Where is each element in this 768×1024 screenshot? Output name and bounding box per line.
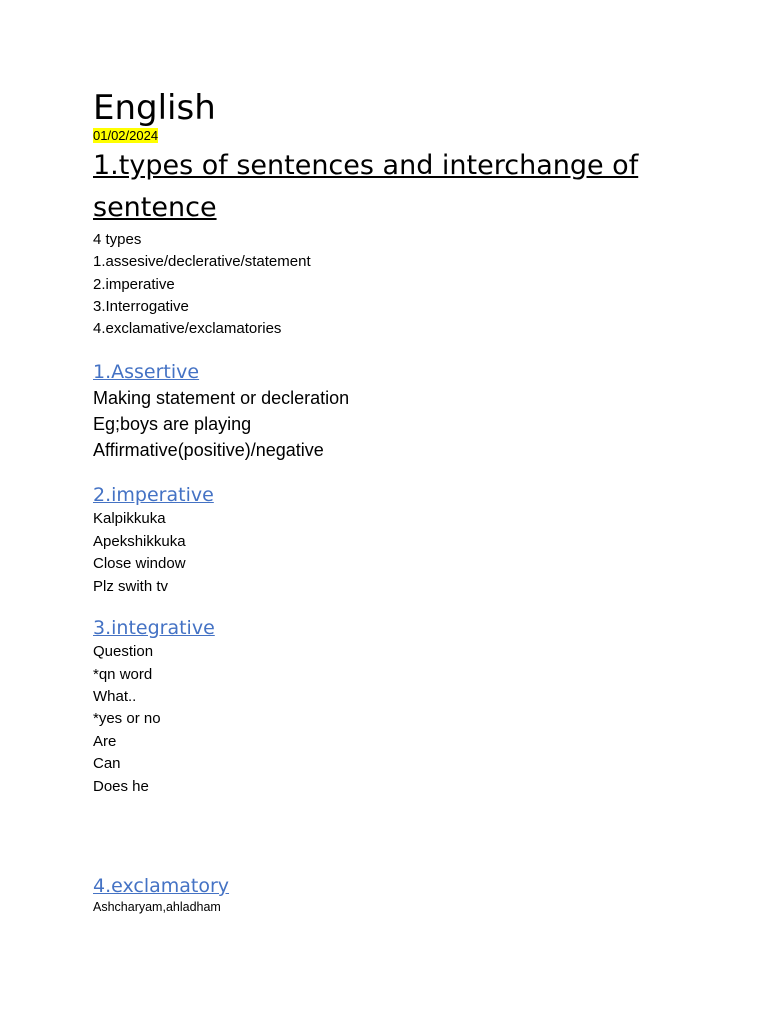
section-heading-integrative: 3.integrative [93, 617, 215, 640]
text-line: Question [93, 643, 154, 661]
text-line: Eg;boys are playing [93, 414, 252, 435]
assertive-lines [93, 385, 693, 463]
text-line: Plz swith tv [93, 577, 169, 595]
main-heading-line-2: sentence [93, 192, 217, 223]
text-line: Does he [93, 777, 149, 795]
text-line: What.. [93, 687, 137, 705]
document-page [93, 86, 693, 915]
overview-item: 3.Interrogative [93, 297, 189, 315]
imperative-lines [93, 508, 693, 598]
main-heading [93, 145, 693, 229]
text-line: Kalpikkuka [93, 510, 166, 528]
integrative-lines [93, 641, 693, 798]
text-line: Close window [93, 555, 186, 573]
text-line: *qn word [93, 665, 153, 683]
overview-item: 1.assesive/declerative/statement [93, 253, 311, 271]
section-heading-exclamatory: 4.exclamatory [93, 874, 230, 897]
section-heading-imperative: 2.imperative [93, 484, 214, 507]
text-line: *yes or no [93, 710, 161, 728]
text-line: Can [93, 755, 121, 773]
main-heading-line-1: 1.types of sentences and interchange of [93, 150, 639, 181]
exclamatory-lines [93, 899, 693, 915]
overview-item: 2.imperative [93, 275, 175, 293]
date-highlight: 01/02/2024 [93, 128, 159, 143]
text-line: Making statement or decleration [93, 388, 350, 409]
section-heading-assertive: 1.Assertive [93, 361, 200, 384]
overview-list [93, 229, 693, 340]
document-title: English [93, 88, 216, 128]
text-line: Affirmative(positive)/negative [93, 440, 324, 461]
overview-item: 4 types [93, 231, 142, 248]
text-line: Ashcharyam,ahladham [93, 899, 221, 914]
text-line: Are [93, 732, 117, 750]
overview-item: 4.exclamative/exclamatories [93, 320, 282, 338]
text-line: Apekshikkuka [93, 532, 186, 550]
